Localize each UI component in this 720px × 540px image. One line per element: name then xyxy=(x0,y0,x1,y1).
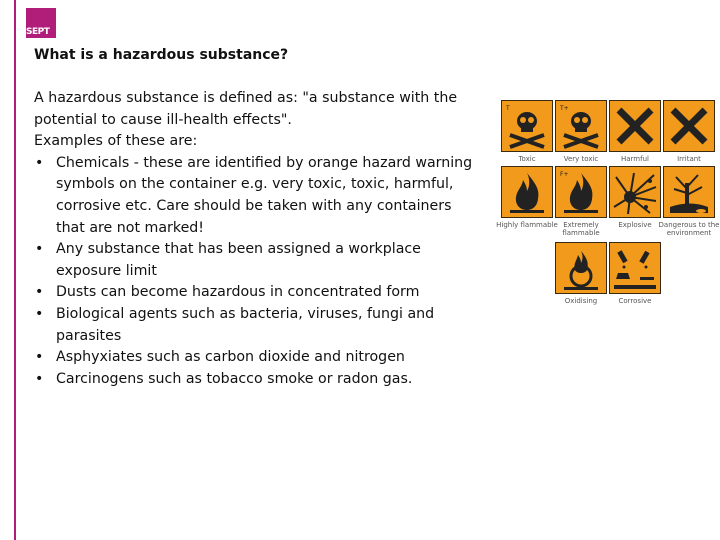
logo-text: SEPT xyxy=(26,27,50,37)
sept-logo xyxy=(26,8,56,38)
list-item: • Any substance that has been assigned a workplace exposure limit xyxy=(34,239,474,282)
symbol-caption: Very toxic xyxy=(563,155,599,163)
examples-list xyxy=(34,153,474,391)
left-accent-bar xyxy=(14,0,16,540)
flame-over-circle-icon xyxy=(555,242,607,294)
hazard-mark: T xyxy=(506,105,510,112)
hazard-mark: T+ xyxy=(560,105,569,112)
flame-icon xyxy=(501,166,553,218)
intro-paragraph: A hazardous substance is defined as: "a substance with the potential to cause ill-health effects". xyxy=(34,90,458,128)
examples-heading: Examples of these are: xyxy=(34,133,198,150)
symbol-caption: Dangerous to the environment xyxy=(658,221,720,237)
list-item: • Chemicals - these are identified by orange hazard warning symbols on the container e.g. very toxic, toxic, harmful, corrosive etc. Care should be taken with any containers that are not marked! xyxy=(34,153,474,239)
list-item: • Biological agents such as bacteria, viruses, fungi and parasites xyxy=(34,304,474,347)
list-item: • Dusts can become hazardous in concentrated form xyxy=(34,282,474,304)
hazard-mark: F+ xyxy=(560,171,569,178)
symbol-caption: Explosive xyxy=(618,221,652,229)
symbol-caption: Extremely flammable xyxy=(562,221,600,237)
symbol-caption: Oxidising xyxy=(564,297,598,305)
symbol-caption: Irritant xyxy=(677,155,701,163)
list-item: • Carcinogens such as tobacco smoke or radon gas. xyxy=(34,369,474,391)
symbol-caption: Toxic xyxy=(518,155,536,163)
skull-crossbones-icon xyxy=(555,100,607,152)
hazard-symbols-image xyxy=(496,98,720,308)
symbol-caption: Corrosive xyxy=(618,297,652,305)
x-cross-icon xyxy=(609,100,661,152)
list-item: • Asphyxiates such as carbon dioxide and nitrogen xyxy=(34,347,474,369)
x-cross-icon xyxy=(663,100,715,152)
symbol-caption: Highly flammable xyxy=(496,221,558,229)
corrosion-icon xyxy=(609,242,661,294)
symbol-caption: Harmful xyxy=(621,155,649,163)
dead-tree-fish-icon xyxy=(663,166,715,218)
slide-title: What is a hazardous substance? xyxy=(34,47,289,63)
skull-crossbones-icon xyxy=(501,100,553,152)
explosion-icon xyxy=(609,166,661,218)
slide-body xyxy=(34,88,474,390)
flame-icon xyxy=(555,166,607,218)
